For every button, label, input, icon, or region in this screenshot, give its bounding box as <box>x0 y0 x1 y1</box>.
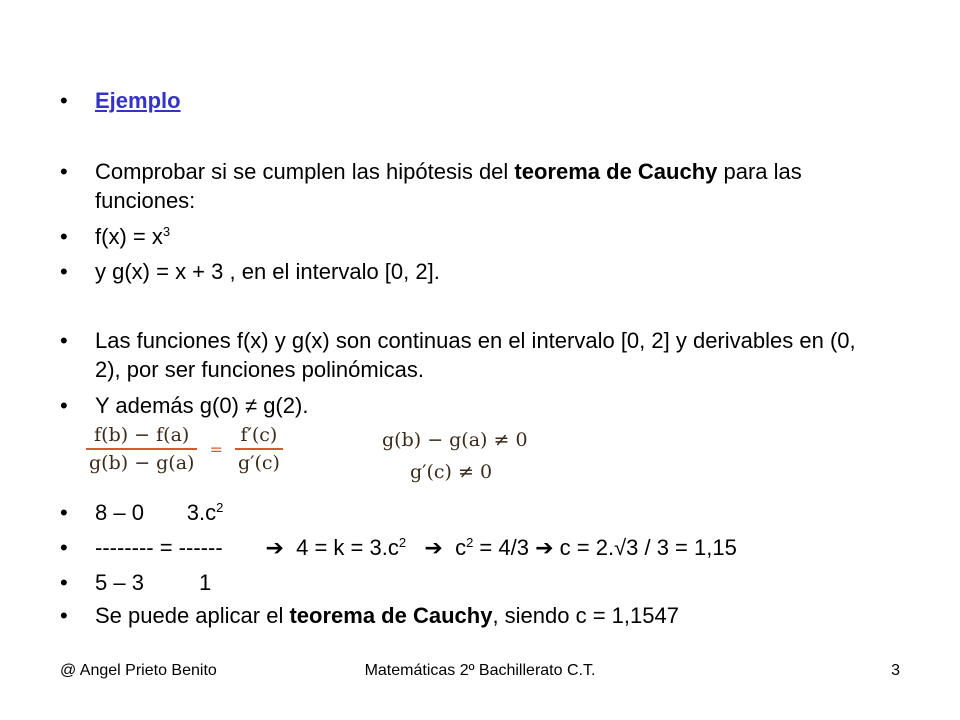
equals-sign: = <box>209 439 223 459</box>
condition-2: g′(c) ≠ 0 <box>410 461 493 483</box>
numerator-right: f′(c) <box>240 424 278 446</box>
fraction-bar <box>235 448 283 450</box>
footer-course: Matemáticas 2º Bachillerato C.T. <box>364 662 596 679</box>
footer-page-number: 3 <box>891 662 900 679</box>
fraction-right <box>235 424 283 474</box>
bullet-dot: • <box>60 500 68 525</box>
bullet-dot: • <box>60 603 68 628</box>
ademas-text: Y además g(0) ≠ g(2). <box>95 393 309 418</box>
calc3-text: 5 – 3 1 <box>95 570 212 595</box>
arrow-icon: ➔ <box>535 535 554 560</box>
bullet-dot: • <box>60 224 68 249</box>
conclusion-text: Se puede aplicar el teorema de Cauchy, siendo c = 1,1547 <box>95 603 679 628</box>
intro-text: Comprobar si se cumplen las hipótesis del teorema de Cauchy para las funciones: <box>95 159 802 213</box>
cauchy-conditions <box>382 424 528 488</box>
arrow-icon: ➔ <box>265 535 284 560</box>
fraction-left <box>86 424 197 474</box>
denominator-right: g′(c) <box>237 452 280 474</box>
bullet-dot: • <box>60 159 68 184</box>
gx-text: y g(x) = x + 3 , en el intervalo [0, 2]. <box>95 259 440 284</box>
arrow-icon: ➔ <box>424 535 443 560</box>
cauchy-formula <box>86 424 283 474</box>
numerator-left: f(b) − f(a) <box>94 424 190 446</box>
bullet-dot: • <box>60 570 68 595</box>
calc2-text: -------- = ------ ➔ $4 = k = 3.c^2$ ➔ $c^2 = 4/3$ ➔ c = 2.√3 / 3 = 1,15 <box>95 535 737 560</box>
condition-1: g(b) − g(a) ≠ 0 <box>382 429 528 451</box>
bullet-dot: • <box>60 393 68 418</box>
bullet-dot: • <box>60 535 68 560</box>
bullet-dot: • <box>60 259 68 284</box>
bullet-dot: • <box>60 88 68 113</box>
denominator-left: g(b) − g(a) <box>89 452 195 474</box>
footer-author: @ Angel Prieto Benito <box>60 662 217 679</box>
ejemplo-link[interactable]: Ejemplo <box>95 88 181 113</box>
fx-text: $f(x) = x^3$ <box>95 224 171 249</box>
bullet-dot: • <box>60 328 68 353</box>
fraction-bar <box>86 448 197 450</box>
calc1-text: 8 – 0 $3.c^2$ <box>95 500 224 525</box>
continuity-text: Las funciones f(x) y g(x) son continuas en el intervalo [0, 2] y derivables en (0, 2), por ser funciones polinómicas. <box>95 328 856 382</box>
